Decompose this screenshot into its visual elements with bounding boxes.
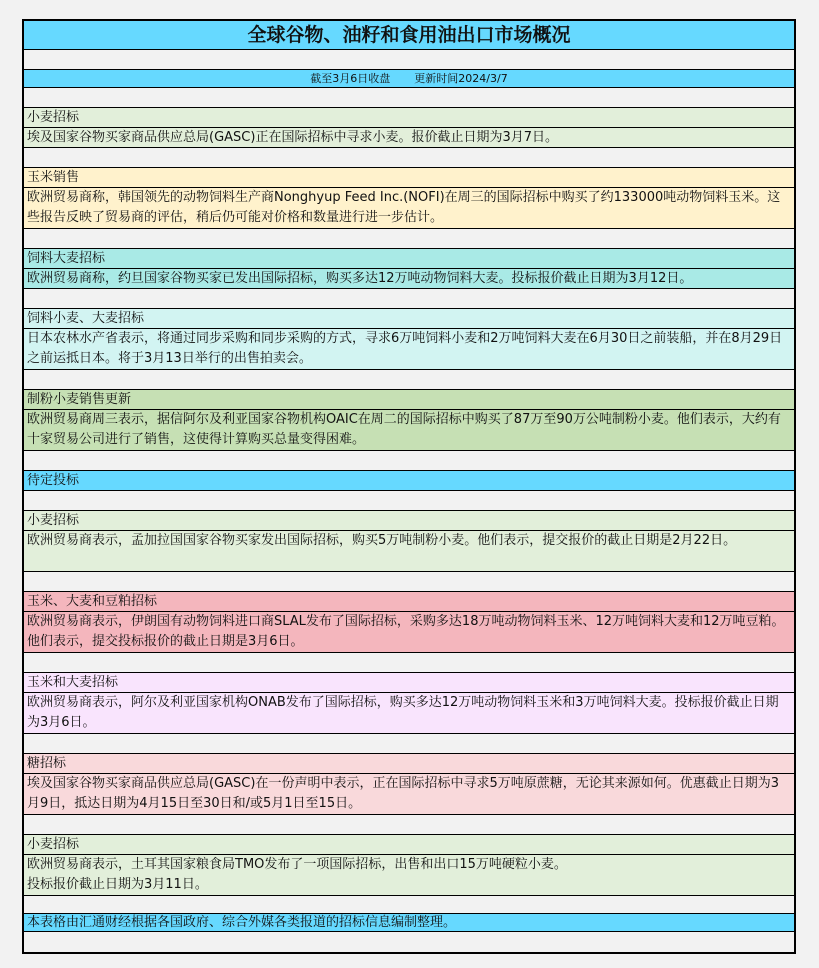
pending-body-sugar-tender: 埃及国家谷物买家商品供应总局(GASC)在一份声明中表示，正在国际招标中寻求5万吨原蔗糖，无论其来源如何。优惠截止日期为3月9日，抵达日期为4月15日至30日和/或5月1日至15日。 <box>24 774 794 815</box>
section-heading-feed-wheat-barley-tender: 饲料小麦、大麦招标 <box>24 309 794 329</box>
pending-body-line-1: 欧洲贸易商表示，土耳其国家粮食局TMO发布了一项国际招标，出售和出口15万吨硬粒小麦。 <box>27 857 567 872</box>
section-heading-milling-wheat-update: 制粉小麦销售更新 <box>24 390 794 410</box>
blank-row <box>24 572 794 592</box>
blank-row <box>24 229 794 249</box>
blank-row <box>24 50 794 70</box>
blank-row <box>24 451 794 471</box>
blank-row <box>24 148 794 168</box>
section-body-milling-wheat-update: 欧洲贸易商周三表示，据信阿尔及利亚国家谷物机构OAIC在周二的国际招标中购买了87万至90万公吨制粉小麦。他们表示，大约有十家贸易公司进行了销售，这使得计算购买总量变得困难。 <box>24 410 794 451</box>
close-date-label: 截至3月6日收盘 <box>310 72 391 85</box>
pending-body-wheat-tender-2 <box>24 855 794 896</box>
blank-row <box>24 491 794 511</box>
blank-row <box>24 815 794 835</box>
pending-body-wheat-tender: 欧洲贸易商表示，孟加拉国国家谷物买家发出国际招标，购买5万吨制粉小麦。他们表示，提交报价的截止日期是2月22日。 <box>24 531 794 572</box>
section-body-feed-barley-tender: 欧洲贸易商称，约旦国家谷物买家已发出国际招标，购买多达12万吨动物饲料大麦。投标报价截止日期为3月12日。 <box>24 269 794 289</box>
footer-note: 本表格由汇通财经根据各国政府、综合外媒各类报道的招标信息编制整理。 <box>24 914 794 932</box>
update-time-label: 更新时间2024/3/7 <box>414 72 508 85</box>
pending-heading-sugar-tender: 糖招标 <box>24 754 794 774</box>
section-body-corn-sales: 欧洲贸易商称，韩国领先的动物饲料生产商Nonghyup Feed Inc.(NOFI)在周三的国际招标中购买了约133000吨动物饲料玉米。这些报告反映了贸易商的评估，稍后仍可能对价格和数量进行进一步估计。 <box>24 188 794 229</box>
pending-body-corn-barley-soymeal: 欧洲贸易商表示，伊朗国有动物饲料进口商SLAL发布了国际招标，采购多达18万吨动物饲料玉米、12万吨饲料大麦和12万吨豆粕。他们表示，提交投标报价的截止日期是3月6日。 <box>24 612 794 653</box>
pending-body-line-2: 投标报价截止日期为3月11日。 <box>27 877 208 892</box>
section-body-wheat-tender: 埃及国家谷物买家商品供应总局(GASC)正在国际招标中寻求小麦。报价截止日期为3月7日。 <box>24 128 794 148</box>
blank-row <box>24 289 794 309</box>
blank-row <box>24 653 794 673</box>
pending-body-corn-barley: 欧洲贸易商表示，阿尔及利亚国家机构ONAB发布了国际招标，购买多达12万吨动物饲料玉米和3万吨饲料大麦。投标报价截止日期为3月6日。 <box>24 693 794 734</box>
pending-heading-wheat-tender: 小麦招标 <box>24 511 794 531</box>
blank-row <box>24 734 794 754</box>
blank-row <box>24 896 794 914</box>
pending-heading-wheat-tender-2: 小麦招标 <box>24 835 794 855</box>
table-title: 全球谷物、油籽和食用油出口市场概况 <box>24 21 794 50</box>
pending-heading-corn-barley-soymeal: 玉米、大麦和豆粕招标 <box>24 592 794 612</box>
section-body-feed-wheat-barley-tender: 日本农林水产省表示，将通过同步采购和同步采购的方式，寻求6万吨饲料小麦和2万吨饲料大麦在6月30日之前装船，并在8月29日之前运抵日本。将于3月13日举行的出售拍卖会。 <box>24 329 794 370</box>
blank-row <box>24 932 794 952</box>
section-heading-feed-barley-tender: 饲料大麦招标 <box>24 249 794 269</box>
tender-summary-table <box>22 19 796 954</box>
section-heading-corn-sales: 玉米销售 <box>24 168 794 188</box>
update-info-row <box>24 70 794 88</box>
blank-row <box>24 88 794 108</box>
section-heading-wheat-tender: 小麦招标 <box>24 108 794 128</box>
pending-tenders-heading: 待定投标 <box>24 471 794 491</box>
blank-row <box>24 370 794 390</box>
pending-heading-corn-barley: 玉米和大麦招标 <box>24 673 794 693</box>
